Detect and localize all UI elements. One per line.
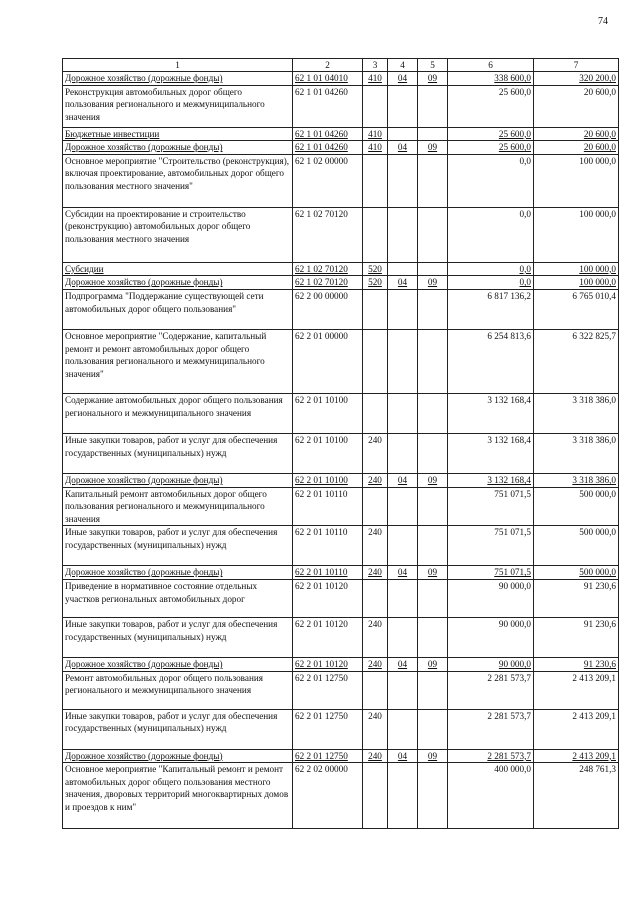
cell-amount-year-2: 100 000,0 — [534, 207, 619, 262]
cell-amount-year-2: 3 318 386,0 — [534, 433, 619, 473]
table-row — [63, 141, 619, 155]
cell-section: 04 — [388, 276, 418, 290]
cell-target-article: 62 1 01 04260 — [293, 141, 363, 155]
budget-table — [62, 58, 619, 829]
cell-section — [388, 579, 418, 617]
cell-target-article: 62 2 01 10120 — [293, 579, 363, 617]
cell-amount-year-1: 25 600,0 — [448, 85, 534, 127]
cell-amount-year-2: 500 000,0 — [534, 526, 619, 566]
cell-subsection — [418, 579, 448, 617]
cell-target-article: 62 2 00 00000 — [293, 289, 363, 329]
cell-amount-year-1: 0,0 — [448, 262, 534, 276]
cell-subsection: 09 — [418, 749, 448, 763]
cell-name: Содержание автомобильных дорог общего пользования регионального и межмуниципального значения — [63, 393, 293, 433]
cell-target-article: 62 2 01 10110 — [293, 566, 363, 580]
cell-name: Дорожное хозяйство (дорожные фонды) — [63, 141, 293, 155]
cell-subsection: 09 — [418, 566, 448, 580]
cell-amount-year-2: 100 000,0 — [534, 262, 619, 276]
cell-section: 04 — [388, 749, 418, 763]
cell-amount-year-1: 2 281 573,7 — [448, 709, 534, 749]
header-col-6: 6 — [448, 59, 534, 72]
cell-amount-year-1: 0,0 — [448, 207, 534, 262]
cell-amount-year-1: 6 254 813,6 — [448, 329, 534, 393]
table-row — [63, 473, 619, 487]
cell-target-article: 62 2 01 00000 — [293, 329, 363, 393]
cell-expense-type: 410 — [363, 72, 388, 86]
cell-amount-year-2: 20 600,0 — [534, 127, 619, 141]
header-col-1: 1 — [63, 59, 293, 72]
cell-section — [388, 85, 418, 127]
cell-section — [388, 393, 418, 433]
table-row — [63, 617, 619, 657]
header-col-4: 4 — [388, 59, 418, 72]
cell-amount-year-2: 2 413 209,1 — [534, 749, 619, 763]
cell-name: Капитальный ремонт автомобильных дорог общего пользования регионального и межмуниципального значения — [63, 487, 293, 526]
page-number: 74 — [598, 16, 608, 27]
cell-name: Субсидии на проектирование и строительство (реконструкцию) автомобильных дорог общего пользования местного значения — [63, 207, 293, 262]
cell-expense-type: 410 — [363, 141, 388, 155]
table-row — [63, 276, 619, 290]
cell-subsection — [418, 154, 448, 207]
cell-target-article: 62 1 02 70120 — [293, 207, 363, 262]
cell-expense-type: 240 — [363, 749, 388, 763]
cell-target-article: 62 2 01 12750 — [293, 709, 363, 749]
cell-name: Иные закупки товаров, работ и услуг для обеспечения государственных (муниципальных) нужд — [63, 526, 293, 566]
cell-expense-type: 240 — [363, 709, 388, 749]
cell-expense-type: 520 — [363, 276, 388, 290]
cell-amount-year-1: 3 132 168,4 — [448, 433, 534, 473]
cell-target-article: 62 2 01 12750 — [293, 671, 363, 709]
cell-amount-year-1: 0,0 — [448, 154, 534, 207]
cell-amount-year-2: 3 318 386,0 — [534, 473, 619, 487]
cell-subsection — [418, 262, 448, 276]
cell-name: Приведение в нормативное состояние отдельных участков региональных автомобильных дорог — [63, 579, 293, 617]
cell-amount-year-1: 338 600,0 — [448, 72, 534, 86]
table-row — [63, 154, 619, 207]
cell-section — [388, 671, 418, 709]
cell-expense-type: 520 — [363, 262, 388, 276]
cell-target-article: 62 1 01 04260 — [293, 85, 363, 127]
cell-section — [388, 154, 418, 207]
cell-amount-year-1: 25 600,0 — [448, 141, 534, 155]
cell-target-article: 62 2 01 10100 — [293, 433, 363, 473]
cell-subsection: 09 — [418, 72, 448, 86]
cell-section — [388, 289, 418, 329]
cell-amount-year-1: 751 071,5 — [448, 526, 534, 566]
cell-amount-year-2: 100 000,0 — [534, 154, 619, 207]
cell-amount-year-2: 500 000,0 — [534, 487, 619, 526]
table-row — [63, 262, 619, 276]
table-row — [63, 72, 619, 86]
header-col-7: 7 — [534, 59, 619, 72]
cell-subsection — [418, 671, 448, 709]
cell-expense-type — [363, 154, 388, 207]
cell-expense-type: 410 — [363, 127, 388, 141]
cell-section: 04 — [388, 473, 418, 487]
cell-subsection — [418, 763, 448, 829]
table-row — [63, 393, 619, 433]
cell-amount-year-1: 90 000,0 — [448, 579, 534, 617]
cell-expense-type: 240 — [363, 433, 388, 473]
cell-expense-type: 240 — [363, 526, 388, 566]
cell-amount-year-1: 2 281 573,7 — [448, 671, 534, 709]
cell-target-article: 62 2 01 10110 — [293, 526, 363, 566]
cell-name: Дорожное хозяйство (дорожные фонды) — [63, 749, 293, 763]
cell-subsection — [418, 433, 448, 473]
cell-target-article: 62 2 01 10120 — [293, 657, 363, 671]
cell-target-article: 62 2 01 10100 — [293, 473, 363, 487]
cell-amount-year-1: 751 071,5 — [448, 487, 534, 526]
cell-section — [388, 262, 418, 276]
cell-amount-year-2: 20 600,0 — [534, 85, 619, 127]
table-row — [63, 749, 619, 763]
cell-amount-year-2: 6 322 825,7 — [534, 329, 619, 393]
cell-target-article: 62 1 01 04010 — [293, 72, 363, 86]
cell-subsection — [418, 526, 448, 566]
cell-expense-type — [363, 393, 388, 433]
cell-target-article: 62 2 01 10100 — [293, 393, 363, 433]
cell-amount-year-1: 25 600,0 — [448, 127, 534, 141]
table-row — [63, 709, 619, 749]
cell-subsection: 09 — [418, 473, 448, 487]
table-row — [63, 566, 619, 580]
cell-subsection — [418, 127, 448, 141]
cell-name: Дорожное хозяйство (дорожные фонды) — [63, 657, 293, 671]
cell-section: 04 — [388, 72, 418, 86]
cell-subsection: 09 — [418, 276, 448, 290]
cell-subsection: 09 — [418, 141, 448, 155]
cell-name: Дорожное хозяйство (дорожные фонды) — [63, 566, 293, 580]
cell-amount-year-2: 91 230,6 — [534, 579, 619, 617]
cell-name: Дорожное хозяйство (дорожные фонды) — [63, 473, 293, 487]
cell-name: Иные закупки товаров, работ и услуг для обеспечения государственных (муниципальных) нужд — [63, 709, 293, 749]
cell-amount-year-2: 6 765 010,4 — [534, 289, 619, 329]
table-header-row — [63, 59, 619, 72]
cell-expense-type: 240 — [363, 617, 388, 657]
cell-amount-year-2: 500 000,0 — [534, 566, 619, 580]
cell-name: Ремонт автомобильных дорог общего пользования регионального и межмуниципального значения — [63, 671, 293, 709]
cell-amount-year-2: 91 230,6 — [534, 617, 619, 657]
table-row — [63, 763, 619, 829]
cell-name: Основное мероприятие "Капитальный ремонт и ремонт автомобильных дорог общего пользования местного значения, дворовых территорий многоквартирных домов и проездов к ним" — [63, 763, 293, 829]
cell-target-article: 62 1 02 00000 — [293, 154, 363, 207]
table-row — [63, 671, 619, 709]
cell-expense-type: 240 — [363, 566, 388, 580]
cell-section: 04 — [388, 141, 418, 155]
cell-name: Дорожное хозяйство (дорожные фонды) — [63, 276, 293, 290]
cell-name: Дорожное хозяйство (дорожные фонды) — [63, 72, 293, 86]
cell-target-article: 62 1 01 04260 — [293, 127, 363, 141]
table-body — [63, 72, 619, 829]
cell-name: Иные закупки товаров, работ и услуг для обеспечения государственных (муниципальных) нужд — [63, 617, 293, 657]
cell-amount-year-2: 20 600,0 — [534, 141, 619, 155]
header-col-2: 2 — [293, 59, 363, 72]
cell-amount-year-2: 320 200,0 — [534, 72, 619, 86]
cell-amount-year-2: 248 761,3 — [534, 763, 619, 829]
header-col-3: 3 — [363, 59, 388, 72]
cell-expense-type — [363, 289, 388, 329]
cell-amount-year-2: 3 318 386,0 — [534, 393, 619, 433]
cell-subsection — [418, 393, 448, 433]
cell-amount-year-2: 2 413 209,1 — [534, 709, 619, 749]
table-row — [63, 487, 619, 526]
cell-subsection — [418, 617, 448, 657]
table-row — [63, 85, 619, 127]
cell-expense-type — [363, 671, 388, 709]
cell-expense-type: 240 — [363, 657, 388, 671]
table-row — [63, 579, 619, 617]
table-row — [63, 127, 619, 141]
cell-subsection — [418, 289, 448, 329]
cell-subsection — [418, 709, 448, 749]
cell-name: Подпрограмма "Поддержание существующей сети автомобильных дорог общего пользования" — [63, 289, 293, 329]
cell-amount-year-1: 90 000,0 — [448, 657, 534, 671]
cell-amount-year-1: 0,0 — [448, 276, 534, 290]
cell-target-article: 62 2 01 10120 — [293, 617, 363, 657]
cell-amount-year-1: 751 071,5 — [448, 566, 534, 580]
table-row — [63, 207, 619, 262]
cell-section — [388, 487, 418, 526]
cell-expense-type — [363, 207, 388, 262]
cell-expense-type — [363, 85, 388, 127]
cell-expense-type — [363, 579, 388, 617]
table-row — [63, 433, 619, 473]
cell-subsection: 09 — [418, 657, 448, 671]
cell-name: Основное мероприятие "Строительство (реконструкция), включая проектирование, автомобильных дорог общего пользования местного значения" — [63, 154, 293, 207]
cell-section — [388, 709, 418, 749]
cell-amount-year-1: 2 281 573,7 — [448, 749, 534, 763]
cell-target-article: 62 2 02 00000 — [293, 763, 363, 829]
cell-section — [388, 617, 418, 657]
table-row — [63, 526, 619, 566]
cell-amount-year-2: 2 413 209,1 — [534, 671, 619, 709]
cell-amount-year-1: 3 132 168,4 — [448, 393, 534, 433]
table-row — [63, 657, 619, 671]
table-row — [63, 329, 619, 393]
cell-section — [388, 433, 418, 473]
cell-section — [388, 763, 418, 829]
cell-expense-type: 240 — [363, 473, 388, 487]
cell-amount-year-1: 6 817 136,2 — [448, 289, 534, 329]
cell-amount-year-1: 90 000,0 — [448, 617, 534, 657]
cell-name: Иные закупки товаров, работ и услуг для обеспечения государственных (муниципальных) нужд — [63, 433, 293, 473]
cell-section — [388, 329, 418, 393]
cell-target-article: 62 2 01 12750 — [293, 749, 363, 763]
cell-subsection — [418, 487, 448, 526]
header-col-5: 5 — [418, 59, 448, 72]
cell-amount-year-1: 400 000,0 — [448, 763, 534, 829]
cell-amount-year-1: 3 132 168,4 — [448, 473, 534, 487]
cell-target-article: 62 1 02 70120 — [293, 276, 363, 290]
cell-target-article: 62 1 02 70120 — [293, 262, 363, 276]
cell-amount-year-2: 100 000,0 — [534, 276, 619, 290]
cell-target-article: 62 2 01 10110 — [293, 487, 363, 526]
cell-amount-year-2: 91 230,6 — [534, 657, 619, 671]
cell-section: 04 — [388, 566, 418, 580]
cell-name: Реконструкция автомобильных дорог общего пользования регионального и межмуниципального значения — [63, 85, 293, 127]
cell-expense-type — [363, 329, 388, 393]
table-row — [63, 289, 619, 329]
cell-section: 04 — [388, 657, 418, 671]
cell-expense-type — [363, 487, 388, 526]
cell-section — [388, 207, 418, 262]
cell-name: Бюджетные инвестиции — [63, 127, 293, 141]
cell-subsection — [418, 329, 448, 393]
cell-name: Субсидии — [63, 262, 293, 276]
cell-subsection — [418, 207, 448, 262]
cell-subsection — [418, 85, 448, 127]
cell-section — [388, 526, 418, 566]
cell-expense-type — [363, 763, 388, 829]
cell-name: Основное мероприятие "Содержание, капитальный ремонт и ремонт автомобильных дорог общего пользования регионального и межмуниципального значения" — [63, 329, 293, 393]
cell-section — [388, 127, 418, 141]
